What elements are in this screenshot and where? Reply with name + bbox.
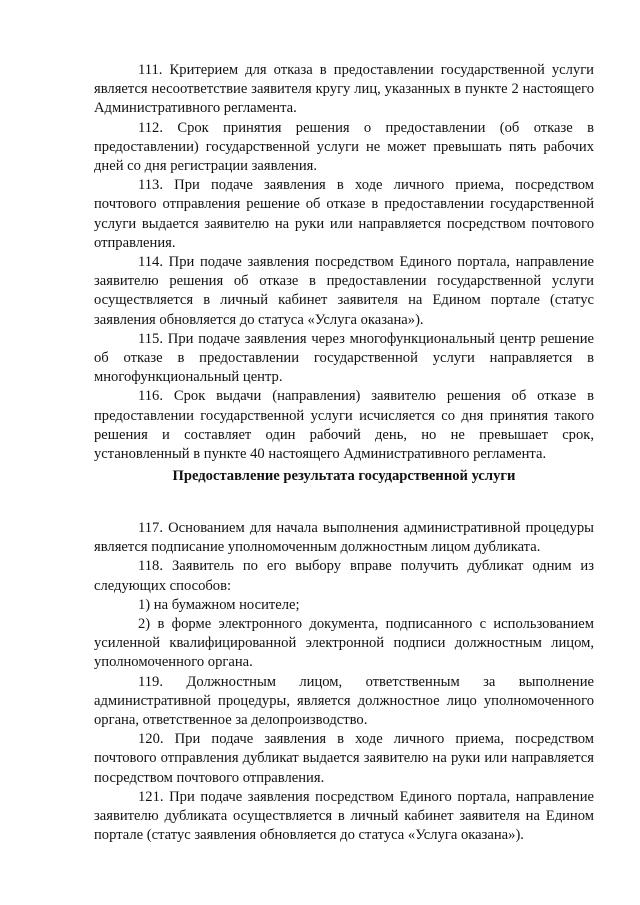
paragraph-113: 113. При подаче заявления в ходе личного приема, посредством почтового отправления решение об отказе в предоставлении государственной услуги выдается заявителю на руки или направляется посредством почтового отправления.	[94, 177, 594, 251]
paragraphs-after-heading	[94, 519, 594, 845]
paragraph-119: 119. Должностным лицом, ответственным за выполнение административной процедуры, является должностное лицо уполномоченного органа, ответственное за делопроизводство.	[94, 673, 594, 729]
list-item-2: 2) в форме электронного документа, подписанного с использованием усиленной квалифицированной электронной подписи должностным лицом, уполномоченного органа.	[94, 616, 594, 671]
paragraph-112: 112. Срок принятия решения о предоставлении (об отказе в предоставлении) государственной услуги не может превышать пять рабочих дней со дня регистрации заявления.	[94, 119, 594, 175]
list-item-1: 1) на бумажном носителе;	[138, 596, 300, 613]
section-heading: Предоставление результата государственной услуги	[172, 468, 516, 484]
paragraph-115: 115. При подаче заявления через многофункциональный центр решение об отказе в предоставлении государственной услуги направляется в многофункциональный центр.	[94, 330, 594, 386]
paragraph-114: 114. При подаче заявления посредством Единого портала, направление заявителю решения об отказе в предоставлении государственной услуги осуществляется в личный кабинет заявителя на Едином портале (статус заявления обновляется до статуса «Услуга оказана»).	[94, 254, 594, 328]
paragraph-118: 118. Заявитель по его выбору вправе получить дубликат одним из следующих способов:	[94, 558, 594, 594]
paragraphs-before-heading	[94, 61, 594, 464]
paragraph-121: 121. При подаче заявления посредством Единого портала, направление заявителю дубликата осуществляется в личный кабинет заявителя на Едином портале (статус заявления обновляется до статуса «Услуга оказана»).	[94, 788, 594, 844]
paragraph-120: 120. При подаче заявления в ходе личного приема, посредством почтового отправления дубликат выдается заявителю на руки или направляется посредством почтового отправления.	[94, 731, 594, 786]
paragraph-116: 116. Срок выдачи (направления) заявителю решения об отказе в предоставлении государственной услуги исчисляется со дня принятия такого решения и составляет один рабочий день, но не превышает срок, установленный в пункте 40 настоящего Административного регламента.	[94, 388, 594, 463]
paragraph-117: 117. Основанием для начала выполнения административной процедуры является подписание уполномоченным должностным лицом дубликата.	[94, 520, 594, 556]
paragraph-111: 111. Критерием для отказа в предоставлении государственной услуги является несоответствие заявителя кругу лиц, указанных в пункте 2 настоящего Административного регламента.	[94, 62, 594, 117]
section-heading-wrap	[94, 467, 594, 486]
